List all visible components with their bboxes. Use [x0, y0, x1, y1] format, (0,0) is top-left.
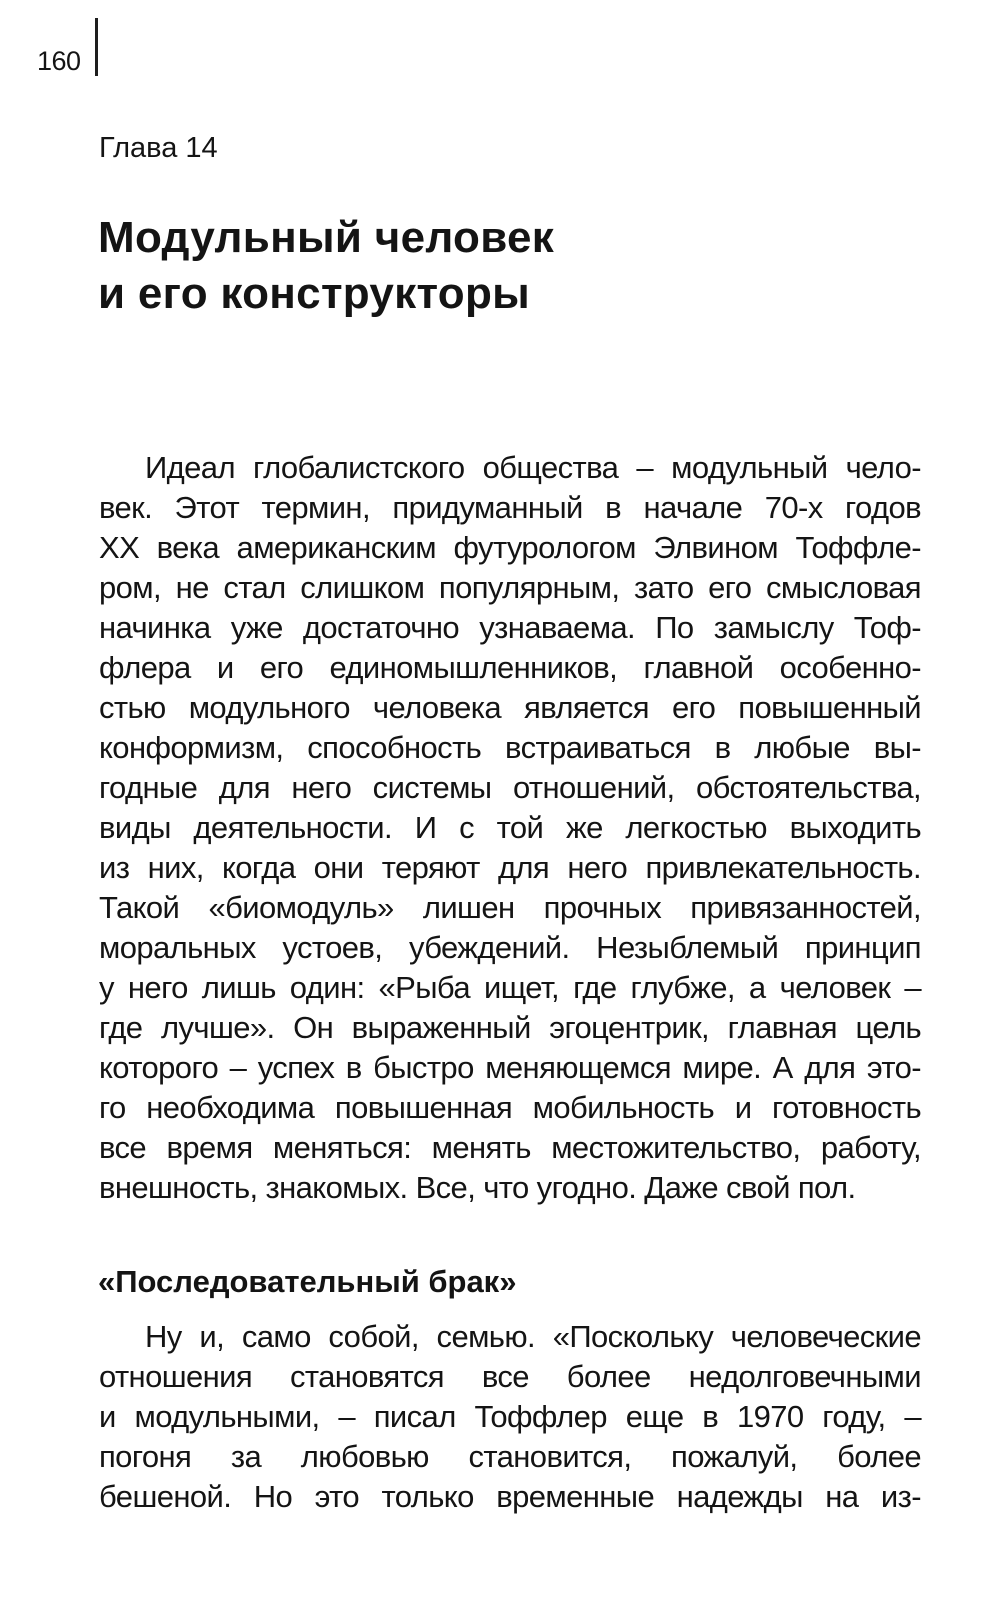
- text-line: конформизм, способность встраиваться в любые вы-: [99, 730, 921, 765]
- text-line: годные для него системы отношений, обстоятельства,: [99, 770, 921, 805]
- page-number: 160: [37, 46, 81, 76]
- text-line: внешность, знакомых. Все, что угодно. Даже свой пол.: [99, 1170, 856, 1205]
- text-line: Идеал глобалистского общества – модульный чело-: [145, 450, 921, 485]
- text-line: все время меняться: менять местожительство, работу,: [99, 1130, 921, 1165]
- chapter-title: [98, 210, 554, 322]
- text-line: где лучше». Он выраженный эгоцентрик, главная цель: [99, 1010, 921, 1045]
- text-line: моральных устоев, убеждений. Незыблемый принцип: [99, 930, 921, 965]
- text-line: которого – успех в быстро меняющемся мире. А для это-: [99, 1050, 921, 1085]
- chapter-label: Глава 14: [99, 132, 218, 164]
- text-line: XX века американским футурологом Элвином Тоффле-: [99, 530, 921, 565]
- chapter-title-line: Модульный человек: [98, 213, 555, 262]
- text-line: ром, не стал слишком популярным, зато его смысловая: [99, 570, 921, 605]
- text-line: виды деятельности. И с той же легкостью выходить: [99, 810, 921, 845]
- section-heading: «Последовательный брак»: [98, 1264, 517, 1299]
- paragraph-one: [99, 448, 921, 1208]
- text-line: у него лишь один: «Рыба ищет, где глубже, а человек –: [99, 970, 921, 1005]
- text-line: из них, когда они теряют для него привлекательность.: [99, 850, 921, 885]
- text-line: век. Этот термин, придуманный в начале 70-х годов: [99, 490, 921, 525]
- page-number-rule: [95, 18, 98, 76]
- text-line: Такой «биомодуль» лишен прочных привязанностей,: [99, 890, 921, 925]
- text-line: отношения становятся все более недолговечными: [99, 1359, 921, 1394]
- text-line: флера и его единомышленников, главной особенно-: [99, 650, 921, 685]
- text-line: погоня за любовью становится, пожалуй, более: [99, 1439, 921, 1474]
- paragraph-two: [99, 1317, 921, 1517]
- text-line: бешеной. Но это только временные надежды на из-: [99, 1479, 921, 1514]
- text-line: го необходима повышенная мобильность и готовность: [99, 1090, 921, 1125]
- text-line: начинка уже достаточно узнаваема. По замыслу Тоф-: [99, 610, 921, 645]
- text-line: и модульными, – писал Тоффлер еще в 1970 году, –: [99, 1399, 921, 1434]
- chapter-title-line: и его конструкторы: [98, 269, 530, 318]
- text-line: Ну и, само собой, семью. «Поскольку человеческие: [145, 1319, 921, 1354]
- text-line: стью модульного человека является его повышенный: [99, 690, 921, 725]
